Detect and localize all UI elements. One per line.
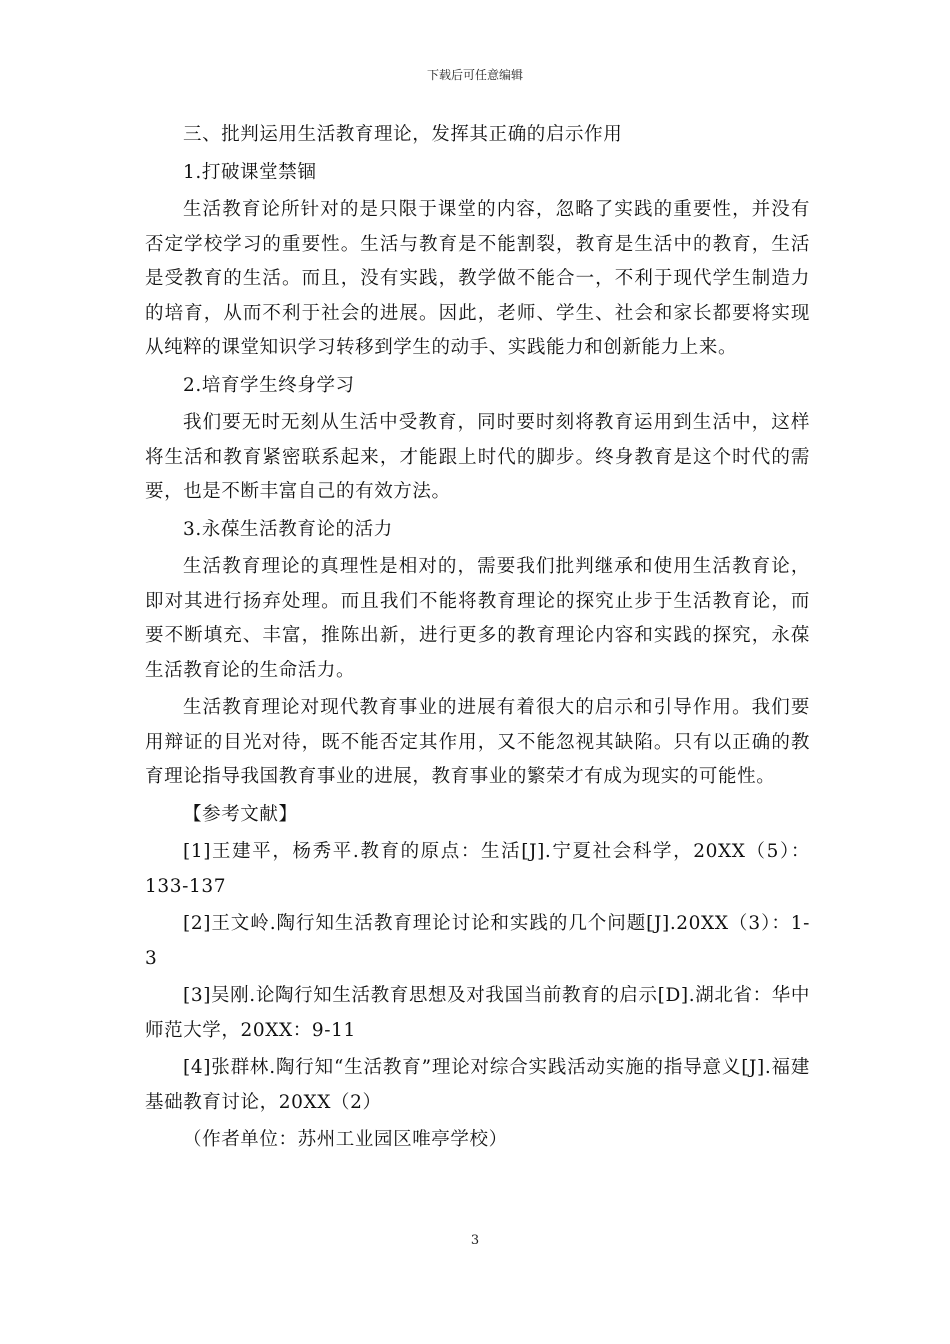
reference-item-2: [2]王文岭.陶行知生活教育理论讨论和实践的几个问题[J].20XX（3）：1-3: [145, 913, 810, 969]
subsection-1-paragraph: 生活教育论所针对的是只限于课堂的内容，忽略了实践的重要性，并没有否定学校学习的重要性。生活与教育是不能割裂，教育是生活中的教育，生活是受教育的生活。而且，没有实践，教学做不能合一，不利于现代学生制造力的培育，从而不利于社会的进展。因此，老师、学生、社会和家长都要将实现从纯粹的课堂知识学习转移到学生的动手、实践能力和创新能力上来。: [145, 199, 810, 358]
subsection-2-paragraph: 我们要无时无刻从生活中受教育，同时要时刻将教育运用到生活中，这样将生活和教育紧密联系起来，才能跟上时代的脚步。终身教育是这个时代的需要，也是不断丰富自己的有效方法。: [145, 412, 810, 502]
references-heading: 【参考文献】: [183, 803, 298, 825]
subsection-2-heading: 2.培育学生终身学习: [183, 374, 355, 396]
conclusion-paragraph: 生活教育理论对现代教育事业的进展有着很大的启示和引导作用。我们要用辩证的目光对待，既不能否定其作用，又不能忽视其缺陷。只有以正确的教育理论指导我国教育事业的进展，教育事业的繁荣才有成为现实的可能性。: [145, 697, 810, 787]
reference-item-1: [1]王建平，杨秀平.教育的原点：生活[J].宁夏社会科学，20XX（5）：133-137: [145, 841, 810, 897]
reference-item-4: [4]张群林.陶行知“生活教育”理论对综合实践活动实施的指导意义[J].福建基础教育讨论，20XX（2）: [145, 1057, 810, 1113]
subsection-1-heading: 1.打破课堂禁锢: [183, 161, 317, 183]
section-heading: 三、批判运用生活教育理论，发挥其正确的启示作用: [183, 124, 623, 145]
document-body: [145, 118, 810, 1158]
page-header-note: 下载后可任意编辑: [426, 68, 523, 82]
subsection-3-heading: 3.永葆生活教育论的活力: [183, 518, 393, 540]
page-number: 3: [470, 1233, 480, 1248]
subsection-3-paragraph: 生活教育理论的真理性是相对的，需要我们批判继承和使用生活教育论，即对其进行扬弃处理。而且我们不能将教育理论的探究止步于生活教育论，而要不断填充、丰富，推陈出新，进行更多的教育理论内容和实践的探究，永葆生活教育论的生命活力。: [145, 556, 810, 681]
author-affiliation: （作者单位：苏州工业园区唯亭学校）: [183, 1129, 508, 1150]
reference-item-3: [3]吴刚.论陶行知生活教育思想及对我国当前教育的启示[D].湖北省：华中师范大学，20XX：9-11: [145, 985, 810, 1041]
